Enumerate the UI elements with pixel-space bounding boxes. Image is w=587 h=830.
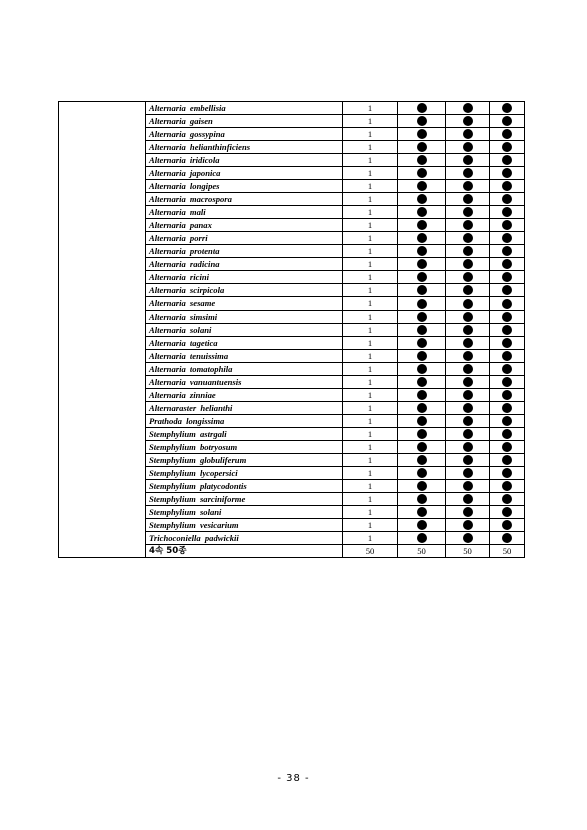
- filled-circle-icon: [417, 155, 427, 165]
- species-name: Alternaria helianthinficiens: [146, 141, 343, 154]
- filled-circle-icon: [417, 220, 427, 230]
- total-label: 4속 50종: [146, 545, 343, 558]
- species-name: Alternaria vanuantuensis: [146, 375, 343, 388]
- species-name: Alternaria longipes: [146, 180, 343, 193]
- marker-cell-1: [398, 115, 446, 128]
- marker-cell-2: [446, 258, 490, 271]
- marker-cell-2: [446, 310, 490, 323]
- filled-circle-icon: [417, 168, 427, 178]
- marker-cell-1: [398, 128, 446, 141]
- marker-cell-1: [398, 362, 446, 375]
- filled-circle-icon: [502, 416, 512, 426]
- species-count: 1: [343, 349, 398, 362]
- filled-circle-icon: [417, 285, 427, 295]
- filled-circle-icon: [463, 494, 473, 504]
- species-name: Trichoconiella padwickii: [146, 532, 343, 545]
- marker-cell-3: [490, 388, 525, 401]
- species-count: 1: [343, 219, 398, 232]
- marker-cell-1: [398, 519, 446, 532]
- marker-cell-2: [446, 284, 490, 297]
- species-name: Alternaria macrospora: [146, 193, 343, 206]
- marker-cell-1: [398, 375, 446, 388]
- marker-cell-2: [446, 336, 490, 349]
- filled-circle-icon: [502, 468, 512, 478]
- filled-circle-icon: [502, 520, 512, 530]
- marker-cell-3: [490, 440, 525, 453]
- species-count: 1: [343, 180, 398, 193]
- marker-cell-3: [490, 206, 525, 219]
- genus-group-cell: [59, 102, 146, 558]
- marker-cell-2: [446, 349, 490, 362]
- filled-circle-icon: [463, 285, 473, 295]
- species-name: Stemphylium lycopersici: [146, 466, 343, 479]
- species-name: Stemphylium solani: [146, 505, 343, 518]
- species-name: Alternaria solani: [146, 323, 343, 336]
- species-count: 1: [343, 271, 398, 284]
- marker-cell-1: [398, 167, 446, 180]
- marker-cell-3: [490, 427, 525, 440]
- marker-cell-2: [446, 167, 490, 180]
- species-name: Alternaria protenta: [146, 245, 343, 258]
- species-name: Alternaria tenuissima: [146, 349, 343, 362]
- marker-cell-2: [446, 519, 490, 532]
- marker-cell-1: [398, 401, 446, 414]
- filled-circle-icon: [502, 207, 512, 217]
- filled-circle-icon: [463, 312, 473, 322]
- filled-circle-icon: [502, 142, 512, 152]
- marker-cell-1: [398, 258, 446, 271]
- filled-circle-icon: [417, 416, 427, 426]
- species-count: 1: [343, 102, 398, 115]
- filled-circle-icon: [417, 325, 427, 335]
- filled-circle-icon: [502, 429, 512, 439]
- filled-circle-icon: [417, 533, 427, 543]
- marker-cell-2: [446, 232, 490, 245]
- marker-cell-1: [398, 284, 446, 297]
- marker-cell-3: [490, 519, 525, 532]
- filled-circle-icon: [463, 259, 473, 269]
- filled-circle-icon: [463, 416, 473, 426]
- filled-circle-icon: [502, 442, 512, 452]
- filled-circle-icon: [502, 364, 512, 374]
- filled-circle-icon: [417, 312, 427, 322]
- marker-cell-1: [398, 479, 446, 492]
- species-count: 1: [343, 193, 398, 206]
- filled-circle-icon: [463, 220, 473, 230]
- species-count: 1: [343, 284, 398, 297]
- filled-circle-icon: [502, 494, 512, 504]
- marker-cell-3: [490, 193, 525, 206]
- marker-cell-3: [490, 323, 525, 336]
- species-name: Alternaria gaisen: [146, 115, 343, 128]
- filled-circle-icon: [463, 181, 473, 191]
- marker-cell-1: [398, 492, 446, 505]
- species-count: 1: [343, 232, 398, 245]
- filled-circle-icon: [463, 338, 473, 348]
- marker-cell-3: [490, 401, 525, 414]
- filled-circle-icon: [502, 403, 512, 413]
- marker-cell-3: [490, 219, 525, 232]
- species-name: Stemphylium sarciniforme: [146, 492, 343, 505]
- marker-cell-2: [446, 375, 490, 388]
- filled-circle-icon: [463, 390, 473, 400]
- marker-cell-1: [398, 232, 446, 245]
- marker-cell-3: [490, 180, 525, 193]
- filled-circle-icon: [417, 272, 427, 282]
- marker-cell-1: [398, 505, 446, 518]
- filled-circle-icon: [502, 233, 512, 243]
- marker-cell-3: [490, 258, 525, 271]
- marker-cell-3: [490, 479, 525, 492]
- species-table: [58, 101, 525, 558]
- marker-cell-2: [446, 362, 490, 375]
- species-name: Alternaria scirpicola: [146, 284, 343, 297]
- filled-circle-icon: [463, 468, 473, 478]
- filled-circle-icon: [417, 390, 427, 400]
- filled-circle-icon: [417, 481, 427, 491]
- filled-circle-icon: [417, 338, 427, 348]
- filled-circle-icon: [463, 481, 473, 491]
- filled-circle-icon: [417, 377, 427, 387]
- species-name: Stemphylium astrgali: [146, 427, 343, 440]
- species-count: 1: [343, 388, 398, 401]
- filled-circle-icon: [502, 272, 512, 282]
- filled-circle-icon: [463, 272, 473, 282]
- species-count: 1: [343, 440, 398, 453]
- marker-cell-2: [446, 102, 490, 115]
- species-name: Alternaria iridicola: [146, 154, 343, 167]
- species-count: 1: [343, 401, 398, 414]
- marker-cell-1: [398, 349, 446, 362]
- species-name: Alternaria simsimi: [146, 310, 343, 323]
- marker-cell-3: [490, 362, 525, 375]
- filled-circle-icon: [502, 312, 512, 322]
- marker-cell-1: [398, 245, 446, 258]
- marker-cell-2: [446, 414, 490, 427]
- marker-cell-2: [446, 532, 490, 545]
- marker-cell-2: [446, 401, 490, 414]
- filled-circle-icon: [502, 129, 512, 139]
- filled-circle-icon: [417, 442, 427, 452]
- filled-circle-icon: [502, 194, 512, 204]
- marker-cell-1: [398, 336, 446, 349]
- species-name: Alternaria gossypina: [146, 128, 343, 141]
- marker-cell-1: [398, 141, 446, 154]
- filled-circle-icon: [463, 377, 473, 387]
- marker-cell-3: [490, 505, 525, 518]
- table-row: [59, 102, 525, 115]
- marker-cell-3: [490, 128, 525, 141]
- marker-cell-2: [446, 271, 490, 284]
- filled-circle-icon: [417, 103, 427, 113]
- marker-cell-2: [446, 427, 490, 440]
- filled-circle-icon: [463, 155, 473, 165]
- filled-circle-icon: [417, 429, 427, 439]
- species-count: 1: [343, 310, 398, 323]
- total-count: 50: [343, 545, 398, 558]
- marker-cell-2: [446, 180, 490, 193]
- species-name: Alternaria mali: [146, 206, 343, 219]
- marker-cell-2: [446, 479, 490, 492]
- filled-circle-icon: [417, 259, 427, 269]
- species-count: 1: [343, 141, 398, 154]
- species-name: Alternaria tomatophila: [146, 362, 343, 375]
- filled-circle-icon: [417, 181, 427, 191]
- marker-cell-1: [398, 271, 446, 284]
- species-name: Alternaria embellisia: [146, 102, 343, 115]
- marker-cell-3: [490, 232, 525, 245]
- species-name: Alternaria tagetica: [146, 336, 343, 349]
- marker-cell-1: [398, 219, 446, 232]
- marker-cell-1: [398, 440, 446, 453]
- filled-circle-icon: [502, 507, 512, 517]
- species-name: Stemphylium globuliferum: [146, 453, 343, 466]
- marker-cell-3: [490, 245, 525, 258]
- marker-cell-3: [490, 453, 525, 466]
- marker-cell-1: [398, 388, 446, 401]
- species-count: 1: [343, 297, 398, 310]
- marker-cell-3: [490, 115, 525, 128]
- marker-cell-2: [446, 115, 490, 128]
- filled-circle-icon: [463, 403, 473, 413]
- marker-cell-2: [446, 323, 490, 336]
- total-marker-count-2: 50: [446, 545, 490, 558]
- marker-cell-1: [398, 180, 446, 193]
- marker-cell-3: [490, 284, 525, 297]
- filled-circle-icon: [417, 233, 427, 243]
- species-name: Prathoda longissima: [146, 414, 343, 427]
- marker-cell-2: [446, 154, 490, 167]
- filled-circle-icon: [502, 155, 512, 165]
- filled-circle-icon: [417, 520, 427, 530]
- filled-circle-icon: [502, 325, 512, 335]
- species-name: Alternaria porri: [146, 232, 343, 245]
- species-name: Alternaria zinniae: [146, 388, 343, 401]
- species-table-body: [59, 102, 525, 558]
- species-count: 1: [343, 323, 398, 336]
- marker-cell-1: [398, 206, 446, 219]
- marker-cell-3: [490, 310, 525, 323]
- species-name: Stemphylium botryosum: [146, 440, 343, 453]
- filled-circle-icon: [417, 364, 427, 374]
- marker-cell-2: [446, 466, 490, 479]
- filled-circle-icon: [417, 246, 427, 256]
- filled-circle-icon: [463, 116, 473, 126]
- species-count: 1: [343, 453, 398, 466]
- marker-cell-2: [446, 219, 490, 232]
- filled-circle-icon: [463, 455, 473, 465]
- filled-circle-icon: [463, 533, 473, 543]
- marker-cell-2: [446, 193, 490, 206]
- filled-circle-icon: [463, 103, 473, 113]
- filled-circle-icon: [502, 351, 512, 361]
- filled-circle-icon: [417, 468, 427, 478]
- filled-circle-icon: [502, 246, 512, 256]
- filled-circle-icon: [417, 299, 427, 309]
- filled-circle-icon: [463, 442, 473, 452]
- marker-cell-1: [398, 310, 446, 323]
- filled-circle-icon: [502, 299, 512, 309]
- filled-circle-icon: [463, 325, 473, 335]
- species-count: 1: [343, 532, 398, 545]
- marker-cell-2: [446, 128, 490, 141]
- marker-cell-2: [446, 388, 490, 401]
- filled-circle-icon: [463, 299, 473, 309]
- filled-circle-icon: [502, 285, 512, 295]
- species-count: 1: [343, 519, 398, 532]
- marker-cell-3: [490, 167, 525, 180]
- filled-circle-icon: [502, 168, 512, 178]
- marker-cell-3: [490, 375, 525, 388]
- marker-cell-3: [490, 349, 525, 362]
- marker-cell-3: [490, 271, 525, 284]
- marker-cell-3: [490, 141, 525, 154]
- marker-cell-2: [446, 453, 490, 466]
- species-count: 1: [343, 466, 398, 479]
- marker-cell-1: [398, 297, 446, 310]
- marker-cell-1: [398, 323, 446, 336]
- marker-cell-2: [446, 440, 490, 453]
- filled-circle-icon: [417, 455, 427, 465]
- filled-circle-icon: [463, 429, 473, 439]
- filled-circle-icon: [417, 494, 427, 504]
- marker-cell-3: [490, 492, 525, 505]
- marker-cell-2: [446, 245, 490, 258]
- species-count: 1: [343, 362, 398, 375]
- filled-circle-icon: [463, 351, 473, 361]
- filled-circle-icon: [417, 507, 427, 517]
- total-marker-count-1: 50: [398, 545, 446, 558]
- total-marker-count-3: 50: [490, 545, 525, 558]
- species-count: 1: [343, 154, 398, 167]
- marker-cell-2: [446, 297, 490, 310]
- filled-circle-icon: [463, 520, 473, 530]
- species-count: 1: [343, 245, 398, 258]
- species-count: 1: [343, 167, 398, 180]
- filled-circle-icon: [417, 194, 427, 204]
- species-name: Alternaraster helianthi: [146, 401, 343, 414]
- filled-circle-icon: [417, 351, 427, 361]
- species-count: 1: [343, 258, 398, 271]
- species-count: 1: [343, 479, 398, 492]
- filled-circle-icon: [502, 259, 512, 269]
- marker-cell-2: [446, 492, 490, 505]
- marker-cell-1: [398, 532, 446, 545]
- marker-cell-1: [398, 154, 446, 167]
- species-name: Alternaria radicina: [146, 258, 343, 271]
- filled-circle-icon: [463, 507, 473, 517]
- species-name: Alternaria panax: [146, 219, 343, 232]
- marker-cell-1: [398, 466, 446, 479]
- species-name: Stemphylium platycodontis: [146, 479, 343, 492]
- filled-circle-icon: [502, 533, 512, 543]
- filled-circle-icon: [502, 116, 512, 126]
- filled-circle-icon: [417, 403, 427, 413]
- filled-circle-icon: [417, 142, 427, 152]
- species-count: 1: [343, 414, 398, 427]
- marker-cell-3: [490, 466, 525, 479]
- filled-circle-icon: [417, 207, 427, 217]
- marker-cell-3: [490, 102, 525, 115]
- filled-circle-icon: [417, 116, 427, 126]
- marker-cell-1: [398, 193, 446, 206]
- species-count: 1: [343, 115, 398, 128]
- filled-circle-icon: [417, 129, 427, 139]
- page-number: - 38 -: [277, 773, 310, 784]
- filled-circle-icon: [463, 207, 473, 217]
- species-count: 1: [343, 427, 398, 440]
- filled-circle-icon: [463, 246, 473, 256]
- marker-cell-3: [490, 297, 525, 310]
- species-name: Alternaria ricini: [146, 271, 343, 284]
- filled-circle-icon: [463, 129, 473, 139]
- filled-circle-icon: [463, 168, 473, 178]
- filled-circle-icon: [463, 194, 473, 204]
- species-name: Alternaria japonica: [146, 167, 343, 180]
- marker-cell-1: [398, 414, 446, 427]
- marker-cell-3: [490, 154, 525, 167]
- marker-cell-2: [446, 505, 490, 518]
- species-count: 1: [343, 375, 398, 388]
- filled-circle-icon: [502, 377, 512, 387]
- marker-cell-1: [398, 453, 446, 466]
- filled-circle-icon: [502, 220, 512, 230]
- marker-cell-3: [490, 336, 525, 349]
- marker-cell-3: [490, 532, 525, 545]
- marker-cell-1: [398, 427, 446, 440]
- species-count: 1: [343, 505, 398, 518]
- filled-circle-icon: [463, 364, 473, 374]
- species-count: 1: [343, 492, 398, 505]
- filled-circle-icon: [502, 455, 512, 465]
- marker-cell-1: [398, 102, 446, 115]
- species-count: 1: [343, 336, 398, 349]
- filled-circle-icon: [502, 338, 512, 348]
- marker-cell-2: [446, 141, 490, 154]
- filled-circle-icon: [463, 142, 473, 152]
- species-count: 1: [343, 206, 398, 219]
- filled-circle-icon: [502, 181, 512, 191]
- filled-circle-icon: [502, 390, 512, 400]
- species-name: Alternaria sesame: [146, 297, 343, 310]
- species-count: 1: [343, 128, 398, 141]
- filled-circle-icon: [463, 233, 473, 243]
- species-name: Stemphylium vesicarium: [146, 519, 343, 532]
- filled-circle-icon: [502, 481, 512, 491]
- filled-circle-icon: [502, 103, 512, 113]
- marker-cell-2: [446, 206, 490, 219]
- marker-cell-3: [490, 414, 525, 427]
